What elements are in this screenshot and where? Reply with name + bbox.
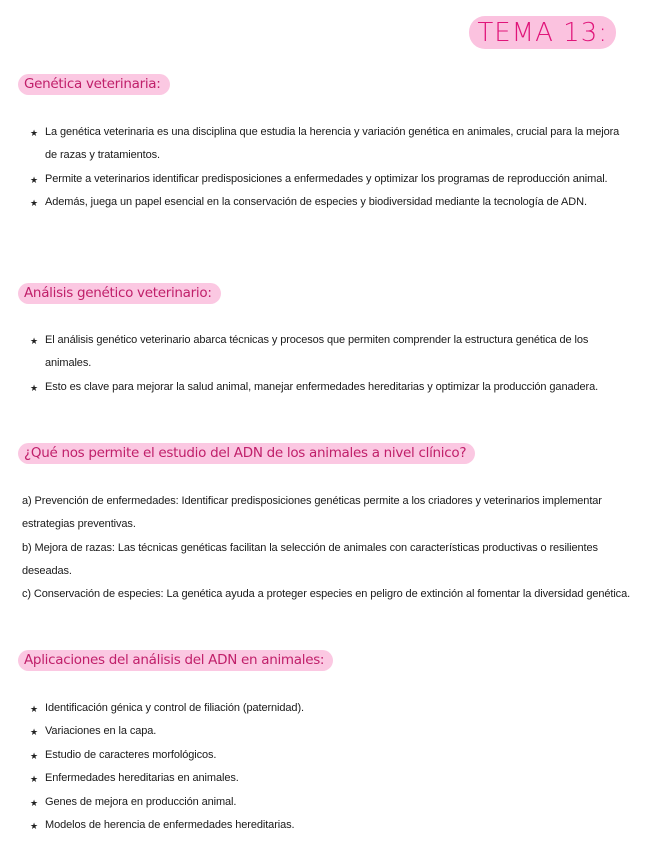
list-item: ★ El análisis genético veterinario abarca técnicas y procesos que permiten comprender la estructura genética de los animales. [30, 329, 620, 376]
section-heading-estudio-adn-clinico: ¿Qué nos permite el estudio del ADN de los animales a nivel clínico? [18, 443, 475, 464]
list-item: ★ Modelos de herencia de enfermedades hereditarias. [30, 814, 620, 837]
list-item: ★ Permite a veterinarios identificar predisposiciones a enfermedades y optimizar los programas de reproducción animal. [30, 168, 620, 191]
list-item: ★ Estudio de caracteres morfológicos. [30, 744, 620, 767]
list-item: ★ Además, juega un papel esencial en la conservación de especies y biodiversidad mediante la tecnología de ADN. [30, 191, 620, 214]
section-heading-analisis-genetico: Análisis genético veterinario: [18, 283, 221, 304]
section-heading-genetica-veterinaria: Genética veterinaria: [18, 74, 170, 95]
list-item: ★ Esto es clave para mejorar la salud animal, manejar enfermedades hereditarias y optimizar la producción ganadera. [30, 376, 620, 399]
star-bullet-icon: ★ [30, 821, 38, 832]
list-item: ★ La genética veterinaria es una disciplina que estudia la herencia y variación genética en animales, crucial para la mejora de razas y tratamientos. [30, 121, 620, 168]
star-bullet-icon: ★ [30, 336, 38, 346]
list-item: ★ Identificación génica y control de filiación (paternidad). [30, 697, 620, 720]
list-item: ★ Enfermedades hereditarias en animales. [30, 767, 620, 790]
star-bullet-icon: ★ [30, 128, 38, 138]
bullet-list-genetica-veterinaria [30, 121, 620, 215]
star-bullet-icon: ★ [30, 797, 38, 808]
star-bullet-icon: ★ [30, 727, 38, 738]
page-title: TEMA 13: [469, 16, 616, 49]
paragraph-mejora-razas: b) Mejora de razas: Las técnicas genéticas facilitan la selección de animales con características productivas o resilientes deseadas. [22, 542, 598, 578]
paragraph-prevencion: a) Prevención de enfermedades: Identificar predisposiciones genéticas permite a los criadores y veterinarios implementar estrategias preventivas. [22, 495, 602, 531]
star-bullet-icon: ★ [30, 174, 38, 185]
star-bullet-icon: ★ [30, 382, 38, 393]
star-bullet-icon: ★ [30, 750, 38, 761]
star-bullet-icon: ★ [30, 704, 38, 714]
section-heading-aplicaciones-adn: Aplicaciones del análisis del ADN en animales: [18, 650, 333, 671]
list-item: ★ Genes de mejora en producción animal. [30, 791, 620, 814]
bullet-list-analisis-genetico [30, 329, 620, 399]
list-item: ★ Variaciones en la capa. [30, 720, 620, 743]
star-bullet-icon: ★ [30, 774, 38, 785]
star-bullet-icon: ★ [30, 198, 38, 209]
bullet-list-aplicaciones-adn [30, 697, 620, 837]
paragraph-conservacion: c) Conservación de especies: La genética ayuda a proteger especies en peligro de extinción al fomentar la diversidad genética. [22, 588, 631, 600]
